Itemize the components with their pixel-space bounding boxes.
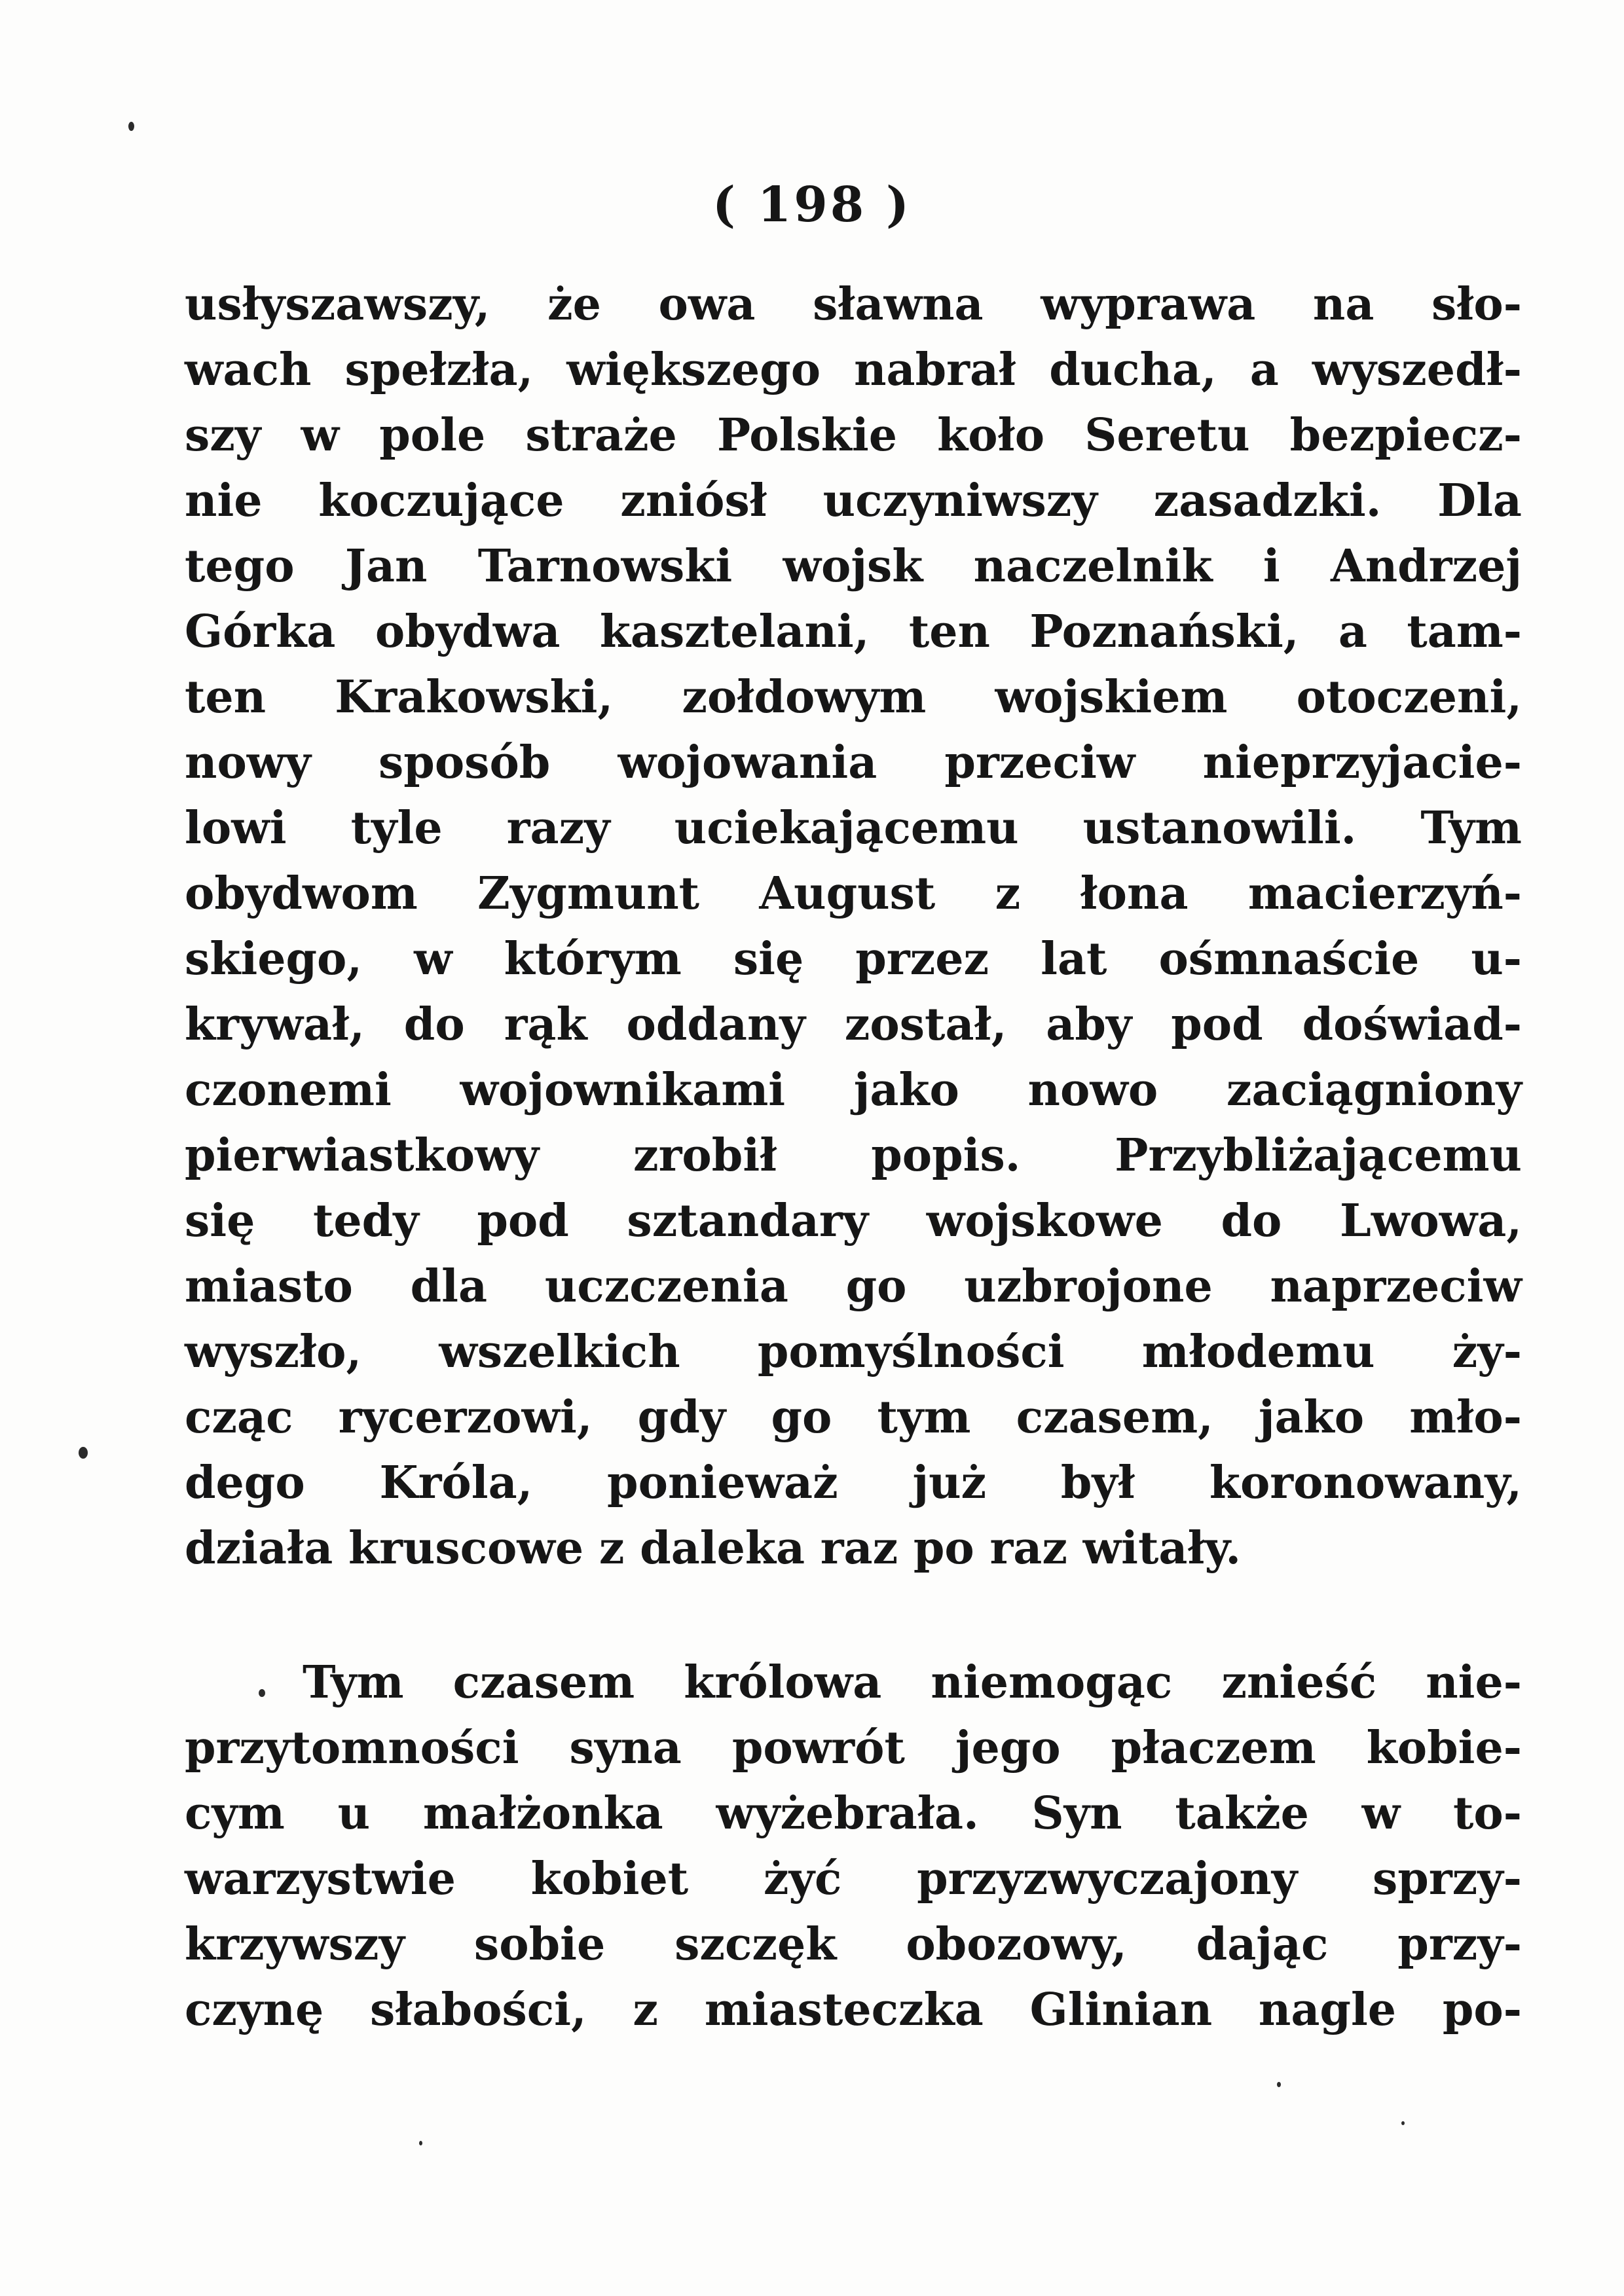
text-line: czonemi wojownikami jako nowo zaciągniony	[185, 1064, 1522, 1116]
text-line: warzystwie kobiet żyć przyzwyczajony sprzy-	[185, 1853, 1522, 1905]
scan-speck	[79, 1447, 88, 1459]
text-line: cym u małżonka wyżebrała. Syn także w to-	[185, 1787, 1522, 1840]
paragraph-2	[185, 1650, 1522, 2043]
text-line: dego Króla, ponieważ już był koronowany,	[185, 1457, 1522, 1509]
text-line: skiego, w którym się przez lat ośmnaście u-	[185, 933, 1522, 985]
scan-speck	[1401, 2121, 1405, 2125]
text-line: tego Jan Tarnowski wojsk naczelnik i Andrzej	[185, 540, 1522, 592]
text-line: krzywszy sobie szczęk obozowy, dając przy-	[185, 1918, 1522, 1971]
text-line: wach spełzła, większego nabrał ducha, a wyszedł-	[185, 344, 1522, 396]
text-line: nowy sposób wojowania przeciw nieprzyjacie-	[185, 737, 1522, 789]
text-line: przytomności syna powrót jego płaczem kobie-	[185, 1722, 1522, 1774]
text-line: obydwom Zygmunt August z łona macierzyń-	[185, 867, 1522, 920]
text-line: miasto dla uczczenia go uzbrojone naprzeciw	[185, 1260, 1522, 1313]
text-line: wyszło, wszelkich pomyślności młodemu ży-	[185, 1326, 1522, 1378]
page-number: ( 198 )	[712, 177, 912, 233]
text-line: Tym czasem królowa niemogąc znieść nie-	[303, 1656, 1522, 1709]
text-line: działa kruscowe z daleka raz po raz witały.	[185, 1522, 1242, 1575]
text-line: lowi tyle razy uciekającemu ustanowili. Tym	[185, 802, 1522, 854]
scan-speck	[419, 2141, 422, 2145]
text-line: czynę słabości, z miasteczka Glinian nagle po-	[185, 1984, 1522, 2036]
paragraph-1	[185, 272, 1522, 1581]
text-line: ten Krakowski, zołdowym wojskiem otoczeni,	[185, 671, 1522, 723]
scan-speck	[128, 122, 134, 131]
text-line: usłyszawszy, że owa sławna wyprawa na sło-	[185, 278, 1522, 331]
text-line: krywał, do rąk oddany został, aby pod doświad-	[185, 998, 1522, 1051]
text-line: Górka obydwa kasztelani, ten Poznański, a tam-	[185, 606, 1522, 658]
text-line: szy w pole straże Polskie koło Seretu bezpiecz-	[185, 409, 1522, 462]
text-line: się tedy pod sztandary wojskowe do Lwowa,	[185, 1195, 1522, 1247]
text-line: nie koczujące zniósł uczyniwszy zasadzki. Dla	[185, 475, 1522, 527]
scan-speck	[259, 1689, 265, 1697]
scan-speck	[1277, 2082, 1281, 2087]
text-line: pierwiastkowy zrobił popis. Przybliżającemu	[185, 1129, 1522, 1182]
text-line: cząc rycerzowi, gdy go tym czasem, jako mło-	[185, 1391, 1522, 1444]
